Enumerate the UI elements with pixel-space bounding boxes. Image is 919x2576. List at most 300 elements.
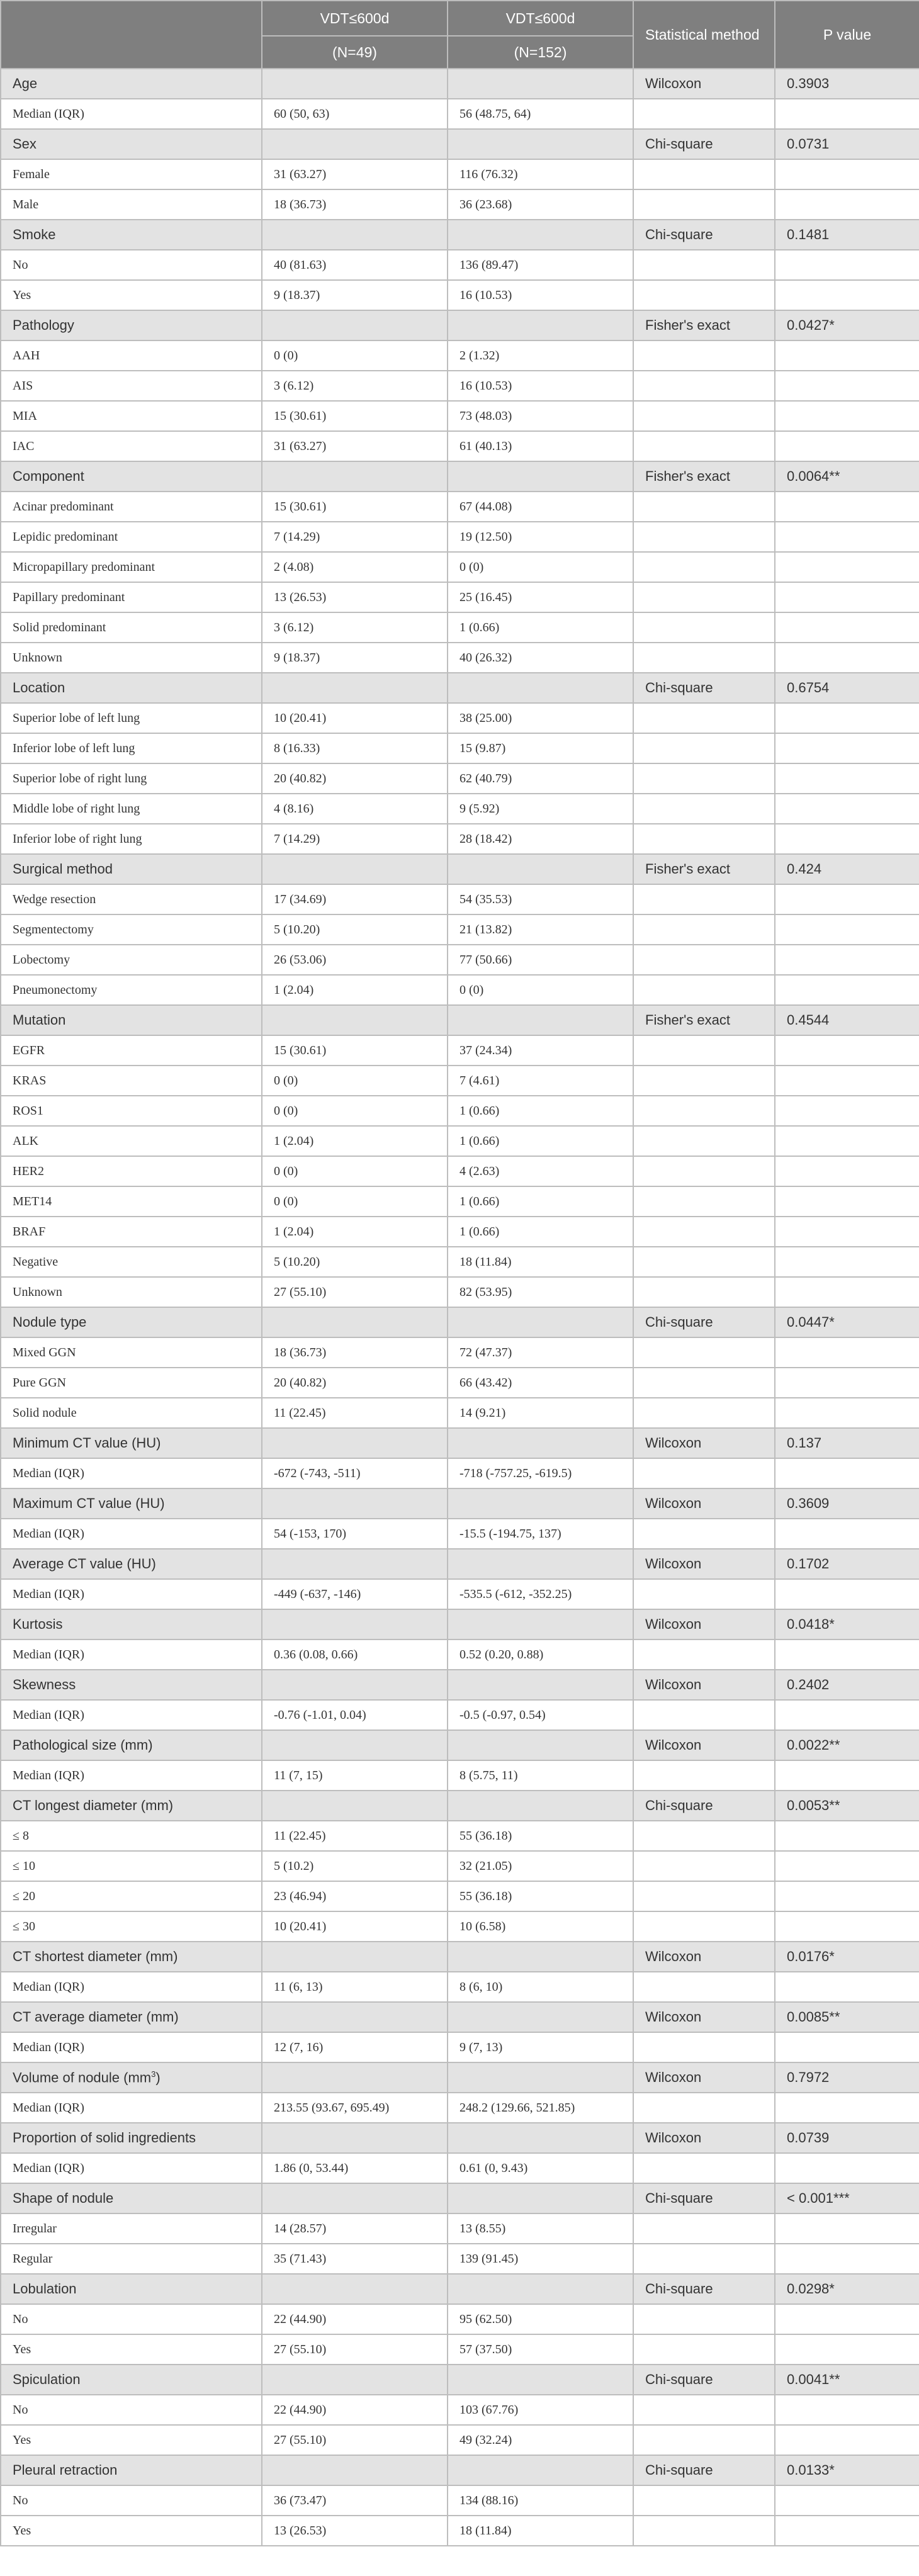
statistical-method-cell <box>633 552 775 582</box>
statistical-method-cell <box>633 1126 775 1156</box>
group-b-value: 37 (24.34) <box>448 1035 633 1066</box>
variable-label <box>1 461 262 492</box>
group-a-value: 27 (55.10) <box>262 2425 448 2455</box>
group-b-value: 25 (16.45) <box>448 582 633 612</box>
group-a-value: 27 (55.10) <box>262 1277 448 1307</box>
variable-row <box>1 854 919 884</box>
variable-label <box>1 1307 262 1337</box>
variable-row <box>1 2002 919 2032</box>
category-label: Yes <box>1 2334 262 2365</box>
p-value-cell: 0.0064** <box>775 461 919 492</box>
variable-label-text: Smoke <box>13 227 56 242</box>
statistical-method-cell <box>633 2304 775 2334</box>
statistical-method-cell: Wilcoxon <box>633 1428 775 1458</box>
category-row <box>1 945 919 975</box>
p-value-cell <box>775 582 919 612</box>
statistical-method-cell <box>633 1760 775 1791</box>
group-a-value: 5 (10.2) <box>262 1851 448 1881</box>
group-a-value: 31 (63.27) <box>262 159 448 189</box>
group-b-value: 103 (67.76) <box>448 2395 633 2425</box>
group-a-cell <box>262 1670 448 1700</box>
group-a-value: 2 (4.08) <box>262 552 448 582</box>
statistical-method-cell <box>633 1519 775 1549</box>
statistical-method-cell <box>633 2516 775 2546</box>
group-b-cell <box>448 1307 633 1337</box>
group-b-value: 134 (88.16) <box>448 2485 633 2516</box>
category-label: Median (IQR) <box>1 2153 262 2183</box>
variable-row <box>1 1428 919 1458</box>
group-b-value: -718 (-757.25, -619.5) <box>448 1458 633 1488</box>
p-value-cell <box>775 1126 919 1156</box>
variable-row <box>1 129 919 159</box>
category-row <box>1 733 919 763</box>
category-row <box>1 1579 919 1609</box>
variable-label-text: CT shortest diameter (mm) <box>13 1949 178 1964</box>
p-value-cell: 0.0739 <box>775 2123 919 2153</box>
p-value-cell <box>775 2093 919 2123</box>
group-a-value: 13 (26.53) <box>262 2516 448 2546</box>
category-row <box>1 2244 919 2274</box>
group-b-value: 55 (36.18) <box>448 1821 633 1851</box>
group-a-cell <box>262 1488 448 1519</box>
statistical-method-cell <box>633 703 775 733</box>
group-b-value: 7 (4.61) <box>448 1066 633 1096</box>
statistical-method-cell <box>633 884 775 914</box>
group-b-cell <box>448 2274 633 2304</box>
category-label: Acinar predominant <box>1 492 262 522</box>
group-b-cell <box>448 1609 633 1640</box>
group-b-value: 4 (2.63) <box>448 1156 633 1186</box>
statistical-method-cell <box>633 2425 775 2455</box>
group-b-value: 16 (10.53) <box>448 280 633 310</box>
statistical-method-cell <box>633 945 775 975</box>
p-value-cell: 0.0731 <box>775 129 919 159</box>
p-value-cell <box>775 1066 919 1096</box>
group-b-value: 55 (36.18) <box>448 1881 633 1911</box>
group-a-cell <box>262 1307 448 1337</box>
group-a-cell <box>262 1942 448 1972</box>
category-label: Wedge resection <box>1 884 262 914</box>
p-value-cell <box>775 2425 919 2455</box>
group-a-cell <box>262 220 448 250</box>
group-b-value: 28 (18.42) <box>448 824 633 854</box>
statistical-method-cell <box>633 2093 775 2123</box>
category-label: Yes <box>1 2425 262 2455</box>
category-label: KRAS <box>1 1066 262 1096</box>
variable-label <box>1 854 262 884</box>
statistical-method-cell <box>633 1911 775 1942</box>
group-a-value: 213.55 (93.67, 695.49) <box>262 2093 448 2123</box>
header-statistical-method: Statistical method <box>633 1 775 69</box>
category-row <box>1 1700 919 1730</box>
category-label: IAC <box>1 431 262 461</box>
category-label: Pneumonectomy <box>1 975 262 1005</box>
p-value-cell <box>775 975 919 1005</box>
category-row <box>1 1337 919 1368</box>
category-row <box>1 1519 919 1549</box>
group-b-value: 36 (23.68) <box>448 189 633 220</box>
category-row <box>1 492 919 522</box>
group-b-cell <box>448 854 633 884</box>
group-b-cell <box>448 310 633 340</box>
group-a-value: 36 (73.47) <box>262 2485 448 2516</box>
category-row <box>1 340 919 371</box>
category-label: ≤ 8 <box>1 1821 262 1851</box>
variable-label <box>1 2274 262 2304</box>
statistical-method-cell <box>633 280 775 310</box>
variable-label-text: CT average diameter (mm) <box>13 2009 179 2025</box>
group-a-value: 20 (40.82) <box>262 763 448 794</box>
category-label: Solid predominant <box>1 612 262 643</box>
category-label: Middle lobe of right lung <box>1 794 262 824</box>
statistical-method-cell <box>633 1217 775 1247</box>
p-value-cell <box>775 824 919 854</box>
p-value-cell <box>775 1398 919 1428</box>
p-value-cell <box>775 1156 919 1186</box>
group-b-cell <box>448 1942 633 1972</box>
statistical-method-cell <box>633 1156 775 1186</box>
variable-label <box>1 1609 262 1640</box>
variable-label-text: Maximum CT value (HU) <box>13 1495 165 1511</box>
p-value-cell <box>775 371 919 401</box>
group-a-value: 1 (2.04) <box>262 975 448 1005</box>
group-b-cell <box>448 1549 633 1579</box>
p-value-cell: 0.0085** <box>775 2002 919 2032</box>
group-b-value: 248.2 (129.66, 521.85) <box>448 2093 633 2123</box>
group-b-value: 0.61 (0, 9.43) <box>448 2153 633 2183</box>
statistical-method-cell <box>633 1247 775 1277</box>
variable-label <box>1 673 262 703</box>
category-row <box>1 763 919 794</box>
p-value-cell <box>775 1337 919 1368</box>
group-a-cell <box>262 1428 448 1458</box>
p-value-cell: 0.4544 <box>775 1005 919 1035</box>
group-b-value: 1 (0.66) <box>448 612 633 643</box>
group-a-value: 11 (22.45) <box>262 1398 448 1428</box>
group-b-value: 9 (7, 13) <box>448 2032 633 2062</box>
category-label: Male <box>1 189 262 220</box>
category-row <box>1 1217 919 1247</box>
variable-label-tail: ) <box>155 2069 161 2086</box>
category-label: AIS <box>1 371 262 401</box>
p-value-cell <box>775 1519 919 1549</box>
variable-row <box>1 2274 919 2304</box>
group-a-value: 15 (30.61) <box>262 492 448 522</box>
p-value-cell: 0.0041** <box>775 2365 919 2395</box>
group-a-value: 18 (36.73) <box>262 1337 448 1368</box>
p-value-cell <box>775 1035 919 1066</box>
variable-label-text: Spiculation <box>13 2371 81 2387</box>
category-row <box>1 1760 919 1791</box>
p-value-cell: 0.3903 <box>775 69 919 99</box>
variable-label <box>1 310 262 340</box>
header-group-a: VDT≤600d <box>262 1 448 36</box>
group-b-value: -0.5 (-0.97, 0.54) <box>448 1700 633 1730</box>
group-a-value: 23 (46.94) <box>262 1881 448 1911</box>
category-row <box>1 159 919 189</box>
group-b-cell <box>448 1730 633 1760</box>
category-row <box>1 1035 919 1066</box>
variable-label-text: Skewness <box>13 1677 76 1692</box>
category-row <box>1 1126 919 1156</box>
group-b-cell <box>448 2002 633 2032</box>
group-a-value: 0 (0) <box>262 1186 448 1217</box>
group-a-value: 5 (10.20) <box>262 1247 448 1277</box>
category-row <box>1 2334 919 2365</box>
group-b-cell <box>448 129 633 159</box>
group-a-cell <box>262 1005 448 1035</box>
header-group-b-n: (N=152) <box>448 36 633 69</box>
variable-label <box>1 2365 262 2395</box>
variable-label <box>1 220 262 250</box>
statistical-method-cell <box>633 2334 775 2365</box>
variable-label <box>1 1730 262 1760</box>
category-label: Solid nodule <box>1 1398 262 1428</box>
statistical-method-cell <box>633 1337 775 1368</box>
p-value-cell <box>775 401 919 431</box>
group-b-cell <box>448 2123 633 2153</box>
variable-label-text: Shape of nodule <box>13 2190 114 2206</box>
variable-label-text: Proportion of solid ingredients <box>13 2130 196 2146</box>
group-a-value: 14 (28.57) <box>262 2213 448 2244</box>
group-b-cell <box>448 461 633 492</box>
group-a-value: 27 (55.10) <box>262 2334 448 2365</box>
statistical-method-cell <box>633 643 775 673</box>
statistical-method-cell: Chi-square <box>633 2365 775 2395</box>
statistical-method-cell: Fisher's exact <box>633 461 775 492</box>
group-a-value: 5 (10.20) <box>262 914 448 945</box>
p-value-cell: 0.0298* <box>775 2274 919 2304</box>
variable-row <box>1 1549 919 1579</box>
variable-label-text: Location <box>13 680 65 695</box>
group-a-cell <box>262 310 448 340</box>
category-label: ≤ 10 <box>1 1851 262 1881</box>
statistical-method-cell <box>633 1368 775 1398</box>
p-value-cell <box>775 552 919 582</box>
group-b-value: 18 (11.84) <box>448 1247 633 1277</box>
group-a-cell <box>262 2274 448 2304</box>
statistical-method-cell <box>633 1277 775 1307</box>
variable-row <box>1 1942 919 1972</box>
category-label: MIA <box>1 401 262 431</box>
group-b-value: 116 (76.32) <box>448 159 633 189</box>
group-a-value: 11 (6, 13) <box>262 1972 448 2002</box>
group-b-value: 15 (9.87) <box>448 733 633 763</box>
statistical-method-cell <box>633 1096 775 1126</box>
statistical-method-cell: Wilcoxon <box>633 2123 775 2153</box>
statistical-method-cell: Chi-square <box>633 2274 775 2304</box>
statistical-method-cell: Wilcoxon <box>633 1549 775 1579</box>
variable-label <box>1 69 262 99</box>
statistical-method-cell <box>633 1066 775 1096</box>
group-b-value: 139 (91.45) <box>448 2244 633 2274</box>
category-row <box>1 2304 919 2334</box>
category-label: Micropapillary predominant <box>1 552 262 582</box>
category-row <box>1 1458 919 1488</box>
statistical-method-cell: Fisher's exact <box>633 310 775 340</box>
statistical-method-cell: Chi-square <box>633 673 775 703</box>
statistical-method-cell <box>633 1035 775 1066</box>
category-label: EGFR <box>1 1035 262 1066</box>
category-row <box>1 794 919 824</box>
category-row <box>1 1368 919 1398</box>
category-label: Median (IQR) <box>1 1519 262 1549</box>
variable-label <box>1 129 262 159</box>
group-a-value: 15 (30.61) <box>262 401 448 431</box>
p-value-cell <box>775 2032 919 2062</box>
p-value-cell <box>775 1640 919 1670</box>
variable-label <box>1 2455 262 2485</box>
statistical-method-cell <box>633 1821 775 1851</box>
p-value-cell <box>775 612 919 643</box>
category-row <box>1 522 919 552</box>
variable-label-superscript: 3 <box>151 2069 156 2079</box>
p-value-cell <box>775 1247 919 1277</box>
group-a-value: 3 (6.12) <box>262 371 448 401</box>
group-a-value: 22 (44.90) <box>262 2304 448 2334</box>
category-label: Lepidic predominant <box>1 522 262 552</box>
statistical-method-cell <box>633 522 775 552</box>
category-row <box>1 2093 919 2123</box>
group-a-value: 15 (30.61) <box>262 1035 448 1066</box>
p-value-cell <box>775 884 919 914</box>
group-a-cell <box>262 2365 448 2395</box>
variable-label <box>1 1942 262 1972</box>
group-b-value: 0 (0) <box>448 552 633 582</box>
group-b-value: 62 (40.79) <box>448 763 633 794</box>
statistical-method-cell: Wilcoxon <box>633 2002 775 2032</box>
category-label: Yes <box>1 2516 262 2546</box>
p-value-cell <box>775 2244 919 2274</box>
variable-row <box>1 461 919 492</box>
statistical-method-cell <box>633 371 775 401</box>
group-a-cell <box>262 2455 448 2485</box>
statistical-method-cell: Fisher's exact <box>633 1005 775 1035</box>
statistical-method-cell: Fisher's exact <box>633 854 775 884</box>
category-label: Superior lobe of right lung <box>1 763 262 794</box>
category-label: Median (IQR) <box>1 1760 262 1791</box>
statistical-method-cell <box>633 2485 775 2516</box>
statistical-method-cell: Wilcoxon <box>633 1609 775 1640</box>
group-b-value: 13 (8.55) <box>448 2213 633 2244</box>
group-b-value: 21 (13.82) <box>448 914 633 945</box>
p-value-cell <box>775 2213 919 2244</box>
p-value-cell <box>775 492 919 522</box>
category-label: Female <box>1 159 262 189</box>
category-label: HER2 <box>1 1156 262 1186</box>
variable-label <box>1 1549 262 1579</box>
group-a-value: 22 (44.90) <box>262 2395 448 2425</box>
variable-row <box>1 1730 919 1760</box>
category-row <box>1 552 919 582</box>
category-row <box>1 1911 919 1942</box>
group-b-cell <box>448 2183 633 2213</box>
category-row <box>1 189 919 220</box>
group-b-value: 57 (37.50) <box>448 2334 633 2365</box>
group-a-value: -672 (-743, -511) <box>262 1458 448 1488</box>
variable-label <box>1 1488 262 1519</box>
category-label: Inferior lobe of left lung <box>1 733 262 763</box>
category-label: Negative <box>1 1247 262 1277</box>
group-b-value: 8 (5.75, 11) <box>448 1760 633 1791</box>
variable-label <box>1 1791 262 1821</box>
group-b-cell <box>448 1670 633 1700</box>
variable-label <box>1 2062 262 2093</box>
variable-label-text: Average CT value (HU) <box>13 1556 156 1572</box>
variable-label-text: Pathological size (mm) <box>13 1737 153 1753</box>
group-b-value: 40 (26.32) <box>448 643 633 673</box>
group-a-value: 40 (81.63) <box>262 250 448 280</box>
group-b-value: 38 (25.00) <box>448 703 633 733</box>
statistical-method-cell <box>633 1881 775 1911</box>
category-label: MET14 <box>1 1186 262 1217</box>
variable-row <box>1 69 919 99</box>
group-b-value: 1 (0.66) <box>448 1096 633 1126</box>
group-a-cell <box>262 2062 448 2093</box>
statistical-method-cell <box>633 2395 775 2425</box>
p-value-cell <box>775 1186 919 1217</box>
group-b-cell <box>448 1428 633 1458</box>
header-row <box>1 1 919 36</box>
category-label: Inferior lobe of right lung <box>1 824 262 854</box>
category-row <box>1 2516 919 2546</box>
p-value-cell: 0.6754 <box>775 673 919 703</box>
group-a-value: 9 (18.37) <box>262 280 448 310</box>
group-b-value: 82 (53.95) <box>448 1277 633 1307</box>
p-value-cell: 0.7972 <box>775 2062 919 2093</box>
variable-label-text: Sex <box>13 136 37 152</box>
group-a-cell <box>262 1609 448 1640</box>
group-b-cell <box>448 1005 633 1035</box>
p-value-cell <box>775 1579 919 1609</box>
statistical-method-cell: Chi-square <box>633 1307 775 1337</box>
variable-label <box>1 2183 262 2213</box>
p-value-cell <box>775 763 919 794</box>
category-label: Segmentectomy <box>1 914 262 945</box>
variable-label-text: Minimum CT value (HU) <box>13 1435 161 1451</box>
variable-row <box>1 1791 919 1821</box>
group-b-value: 61 (40.13) <box>448 431 633 461</box>
p-value-cell <box>775 189 919 220</box>
group-b-cell <box>448 69 633 99</box>
group-b-cell <box>448 220 633 250</box>
p-value-cell <box>775 733 919 763</box>
group-b-value: 1 (0.66) <box>448 1126 633 1156</box>
statistical-method-cell: Wilcoxon <box>633 1670 775 1700</box>
category-row <box>1 371 919 401</box>
variable-row <box>1 673 919 703</box>
category-label: Papillary predominant <box>1 582 262 612</box>
variable-label-text: CT longest diameter (mm) <box>13 1797 174 1813</box>
category-label: No <box>1 250 262 280</box>
variable-label-text: Pathology <box>13 317 74 333</box>
category-row <box>1 643 919 673</box>
category-label: Unknown <box>1 643 262 673</box>
category-label: Median (IQR) <box>1 99 262 129</box>
group-a-value: 10 (20.41) <box>262 703 448 733</box>
group-b-value: 1 (0.66) <box>448 1186 633 1217</box>
p-value-cell <box>775 794 919 824</box>
statistical-method-cell <box>633 824 775 854</box>
group-a-value: 26 (53.06) <box>262 945 448 975</box>
group-a-cell <box>262 1730 448 1760</box>
group-b-cell <box>448 2062 633 2093</box>
group-a-value: 12 (7, 16) <box>262 2032 448 2062</box>
category-row <box>1 1277 919 1307</box>
p-value-cell <box>775 431 919 461</box>
category-label: Median (IQR) <box>1 1458 262 1488</box>
category-row <box>1 1881 919 1911</box>
